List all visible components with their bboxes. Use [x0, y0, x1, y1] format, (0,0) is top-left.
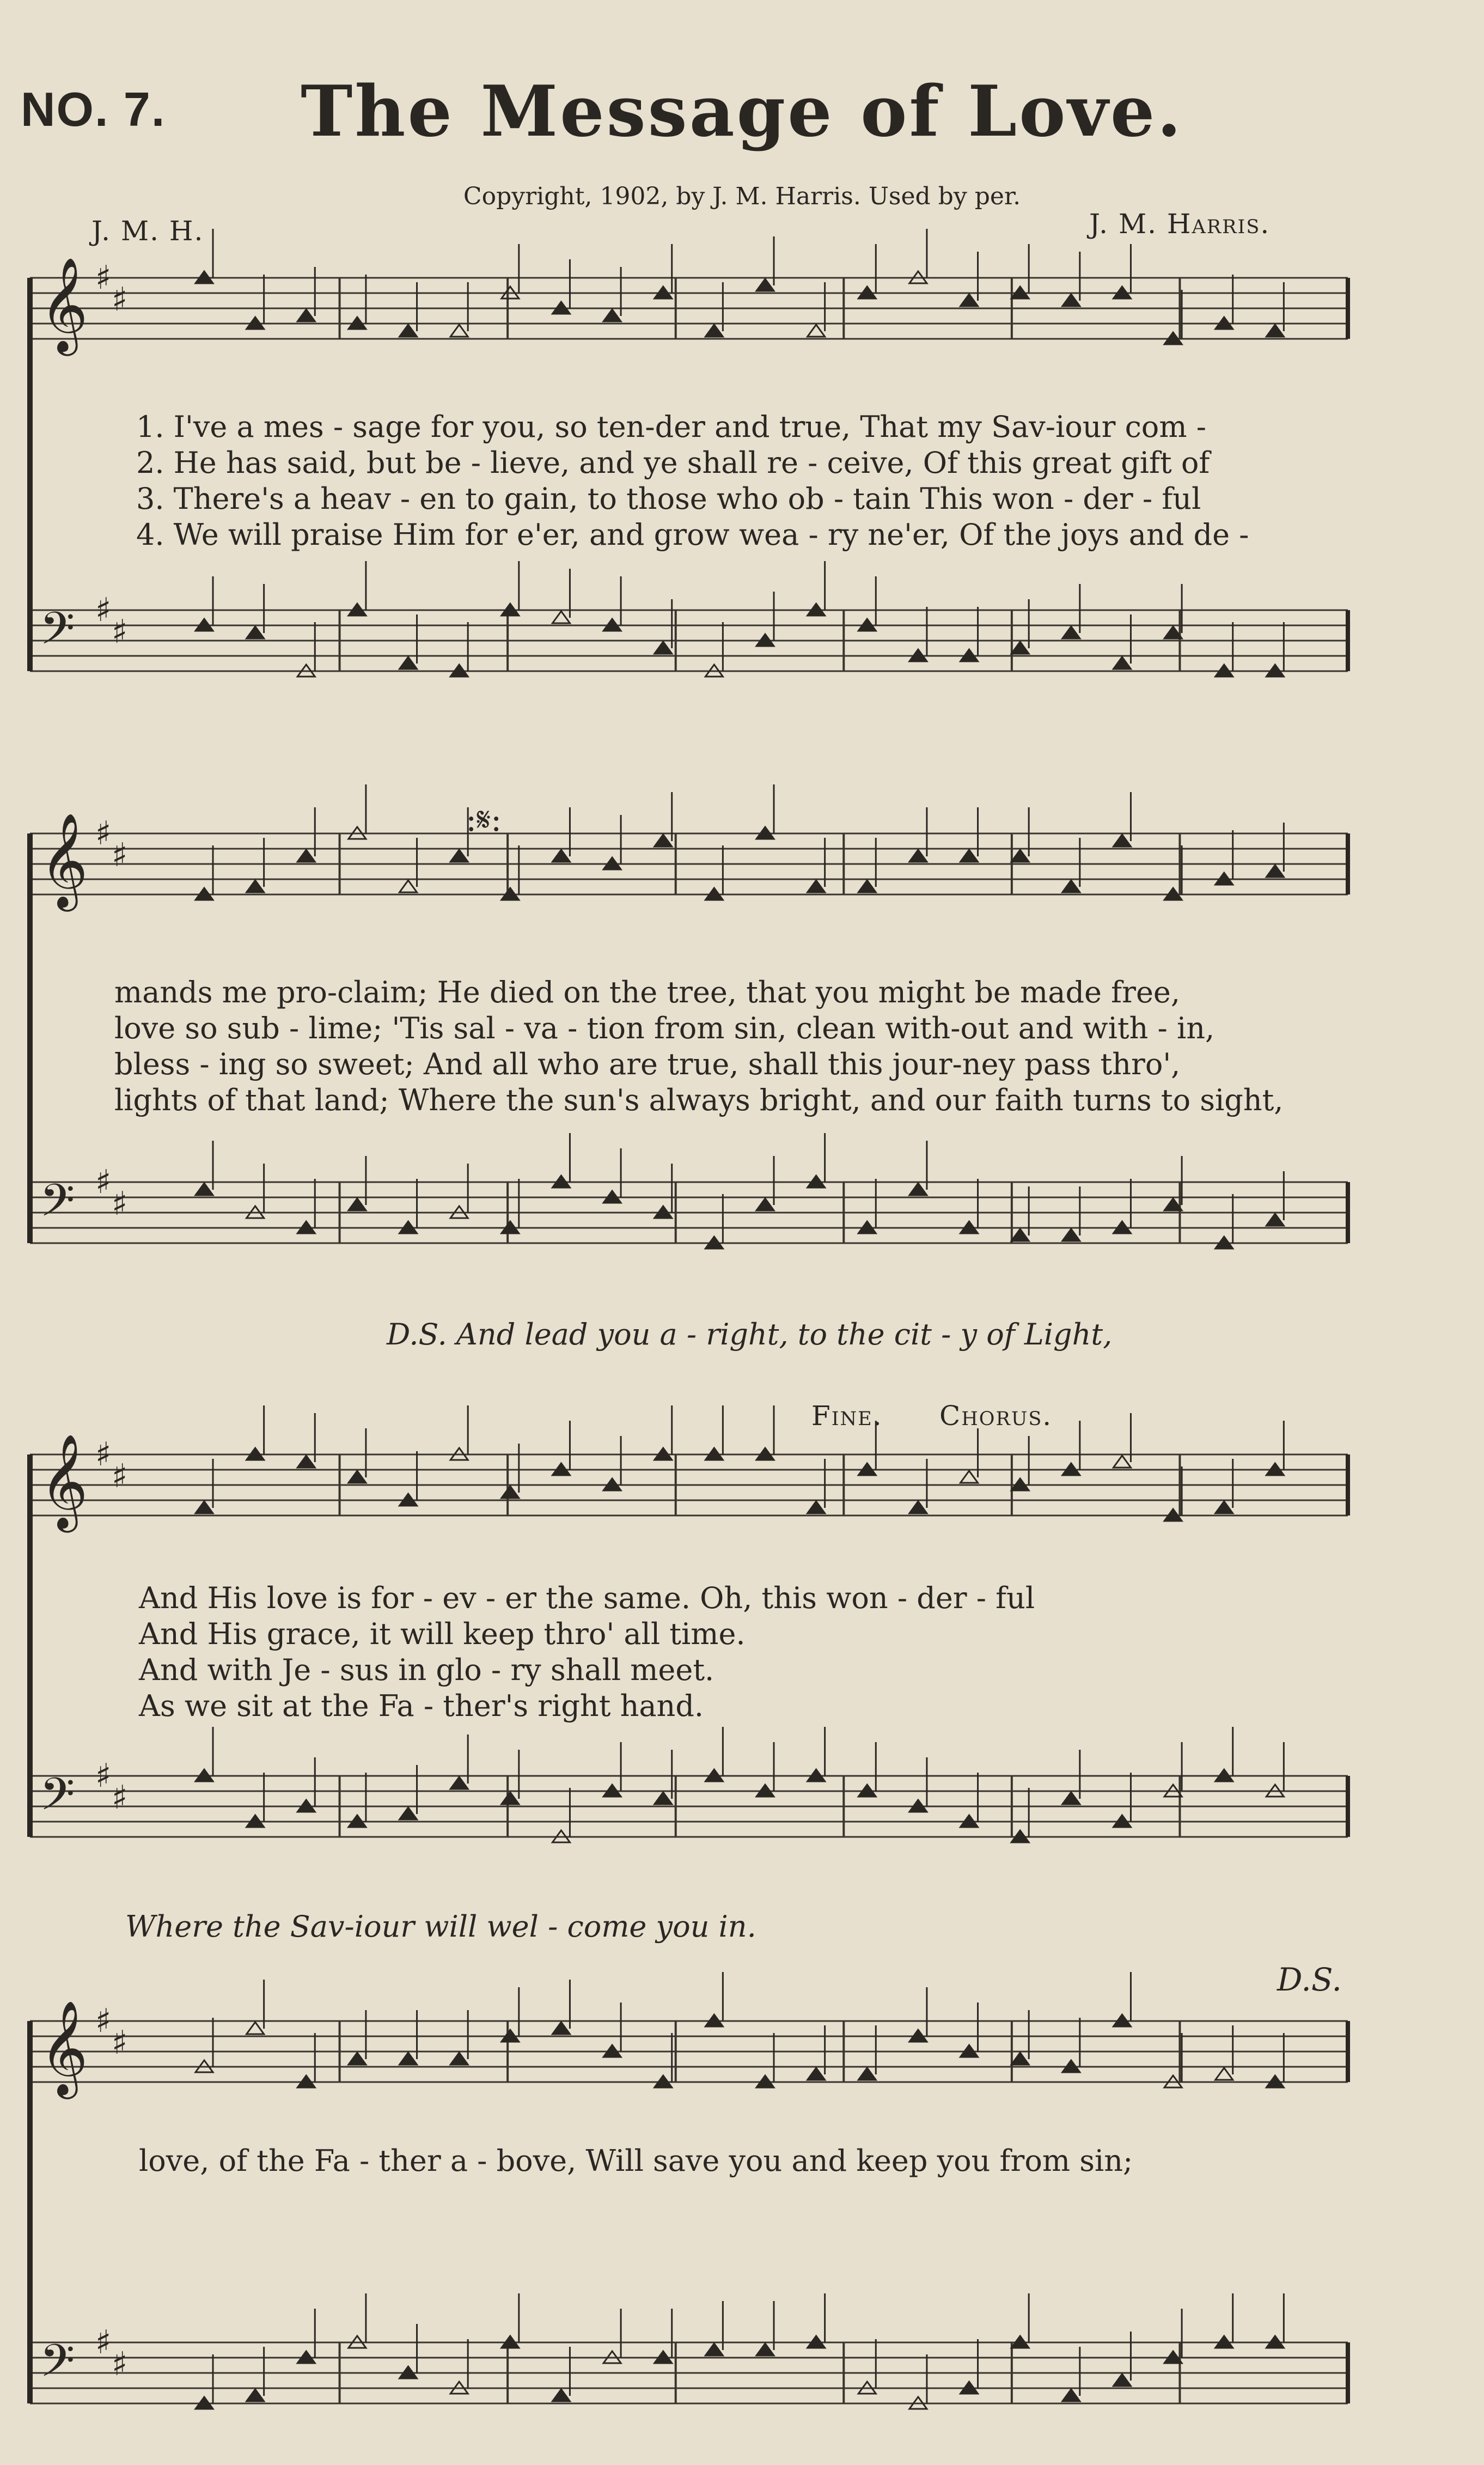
- note-head: [1011, 642, 1029, 654]
- note-head: [655, 642, 672, 654]
- note-head: [1062, 880, 1080, 892]
- note-head: [1062, 294, 1080, 306]
- note-head: [808, 2068, 825, 2080]
- note-head: [603, 309, 621, 321]
- note-head: [1113, 835, 1131, 847]
- treble-clef-icon: 𝄞: [40, 1434, 88, 1529]
- system-2-verse-2: love so sub - lime; 'Tis sal - va - tion from sin, clean with-out and with - in,: [114, 1011, 1215, 1045]
- system-1-verse-3: 3. There's a heav - en to gain, to those who ob - tain This won - der - ful: [136, 482, 1201, 516]
- note-head: [400, 325, 417, 337]
- note-head: [1062, 1229, 1080, 1241]
- note-head: [961, 294, 978, 306]
- sharp-icon: ♯: [95, 259, 112, 297]
- note-head: [1062, 626, 1080, 638]
- note-head: [655, 835, 672, 847]
- note-head: [1266, 325, 1284, 337]
- note-head: [400, 880, 417, 892]
- system-4-staves: [0, 2000, 1484, 2462]
- sharp-icon: ♯: [95, 1163, 112, 1201]
- note-head: [1266, 865, 1284, 877]
- note-head: [705, 2344, 723, 2356]
- note-head: [909, 1183, 927, 1195]
- note-head: [1113, 2374, 1131, 2386]
- system-3-under-line: Where the Sav-iour will wel - come you in.: [125, 1909, 756, 1944]
- note-head: [552, 2389, 570, 2401]
- composer-credit: J. M. Harris.: [1089, 208, 1271, 240]
- note-head: [1216, 2068, 1233, 2080]
- note-head: [297, 850, 315, 862]
- note-head: [705, 325, 723, 337]
- fine-marking: Fine.: [811, 1400, 883, 1432]
- note-head: [756, 279, 774, 291]
- bass-clef-icon: 𝄢: [40, 1174, 75, 1238]
- sharp-icon: ♯: [95, 2002, 112, 2040]
- ds-refrain-line: D.S. And lead you a - right, to the cit - y of Light,: [387, 1317, 1113, 1352]
- system-1-treble-staff: [30, 229, 1348, 356]
- bass-clef-icon: 𝄢: [40, 2334, 75, 2398]
- system-1-verse-4: 4. We will praise Him for e'er, and grow wea - ry ne'er, Of the joys and de -: [136, 518, 1249, 552]
- sharp-icon: ♯: [95, 591, 112, 629]
- note-head: [808, 880, 825, 892]
- sharp-icon: ♯: [112, 2024, 128, 2062]
- note-head: [349, 2053, 366, 2065]
- note-head: [349, 1198, 366, 1210]
- sharp-icon: ♯: [112, 836, 128, 874]
- system-4-verse-1: love, of the Fa - ther a - bove, Will save you and keep you from sin;: [139, 2144, 1133, 2178]
- note-head: [1062, 1792, 1080, 1804]
- ds-marking: D.S.: [1277, 1961, 1342, 1998]
- note-head: [909, 850, 927, 862]
- bass-clef-icon: 𝄢: [40, 1768, 75, 1831]
- note-head: [297, 309, 315, 321]
- segno-sign: :𝄋:: [466, 801, 502, 839]
- treble-clef-icon: 𝄞: [40, 2000, 88, 2095]
- sharp-icon: ♯: [95, 1757, 112, 1795]
- note-head: [450, 1777, 468, 1789]
- system-3-verse-4: As we sit at the Fa - ther's right hand.: [139, 1689, 704, 1723]
- note-head: [247, 626, 264, 638]
- note-head: [247, 2022, 264, 2034]
- hymn-number: NO. 7.: [21, 82, 166, 136]
- note-head: [450, 850, 468, 862]
- sharp-icon: ♯: [95, 1435, 112, 1474]
- bass-clef-icon: 𝄢: [40, 602, 75, 666]
- note-head: [655, 1792, 672, 1804]
- sharp-icon: ♯: [95, 814, 112, 853]
- note-head: [1266, 1214, 1284, 1226]
- system-4-treble-staff: [30, 1972, 1348, 2099]
- system-1-verse-2: 2. He has said, but be - lieve, and ye shall re - ceive, Of this great gift of: [136, 446, 1210, 480]
- note-head: [552, 611, 570, 623]
- note-head: [196, 1183, 213, 1195]
- system-4-bass-staff: [30, 2293, 1348, 2409]
- note-head: [297, 1456, 315, 1468]
- note-head: [858, 880, 876, 892]
- note-head: [756, 2344, 774, 2356]
- copyright-notice: Copyright, 1902, by J. M. Harris. Used by per.: [463, 182, 1021, 210]
- note-head: [909, 1501, 927, 1513]
- note-head: [1011, 850, 1029, 862]
- note-head: [196, 1501, 213, 1513]
- system-2-verse-1: mands me pro-claim; He died on the tree, that you might be made free,: [114, 975, 1181, 1009]
- lyricist-credit: J. M. H.: [91, 215, 204, 247]
- note-head: [450, 2053, 468, 2065]
- system-2-verse-3: bless - ing so sweet; And all who are true, shall this jour-ney pass thro',: [114, 1047, 1181, 1081]
- sharp-icon: ♯: [112, 1779, 128, 1817]
- note-head: [1011, 1229, 1029, 1241]
- note-head: [552, 850, 570, 862]
- note-head: [247, 880, 264, 892]
- note-head: [400, 657, 417, 669]
- note-head: [400, 2053, 417, 2065]
- note-head: [808, 1501, 825, 1513]
- note-head: [1011, 2053, 1029, 2065]
- hymn-title: The Message of Love.: [301, 71, 1183, 153]
- sharp-icon: ♯: [95, 2323, 112, 2361]
- system-1-verse-1: 1. I've a mes - sage for you, so ten-der and true, That my Sav-iour com -: [136, 410, 1206, 444]
- system-3-bass-staff: [30, 1727, 1348, 1842]
- note-head: [1062, 2389, 1080, 2401]
- note-head: [808, 325, 825, 337]
- sharp-icon: ♯: [112, 281, 128, 319]
- system-3-verse-2: And His grace, it will keep thro' all time.: [139, 1617, 746, 1651]
- note-head: [552, 2022, 570, 2034]
- note-head: [858, 2068, 876, 2080]
- note-head: [961, 850, 978, 862]
- system-3-verse-3: And with Je - sus in glo - ry shall meet.: [139, 1653, 714, 1687]
- note-head: [502, 1792, 519, 1804]
- note-head: [349, 1471, 366, 1483]
- sharp-icon: ♯: [112, 613, 128, 651]
- note-head: [961, 1471, 978, 1483]
- note-head: [450, 325, 468, 337]
- sharp-icon: ♯: [112, 2345, 128, 2383]
- system-2-bass-staff: [30, 1133, 1348, 1249]
- system-1-bass-staff: [30, 561, 1348, 677]
- sharp-icon: ♯: [112, 1457, 128, 1495]
- chorus-marking: Chorus.: [939, 1400, 1053, 1432]
- note-head: [247, 2389, 264, 2401]
- system-3-treble-staff: [30, 1405, 1348, 1533]
- note-head: [1216, 1501, 1233, 1513]
- system-3-verse-1: And His love is for - ev - er the same. Oh, this won - der - ful: [139, 1581, 1035, 1615]
- note-head: [502, 1486, 519, 1498]
- system-2-treble-staff: [30, 784, 1348, 912]
- treble-clef-icon: 𝄞: [40, 257, 88, 352]
- system-2-verse-4: lights of that land; Where the sun's always bright, and our faith turns to sight,: [114, 1083, 1284, 1117]
- note-head: [1113, 657, 1131, 669]
- note-head: [1113, 1456, 1131, 1468]
- note-head: [756, 1198, 774, 1210]
- treble-clef-icon: 𝄞: [40, 813, 88, 908]
- sharp-icon: ♯: [112, 1185, 128, 1223]
- note-head: [400, 1807, 417, 1819]
